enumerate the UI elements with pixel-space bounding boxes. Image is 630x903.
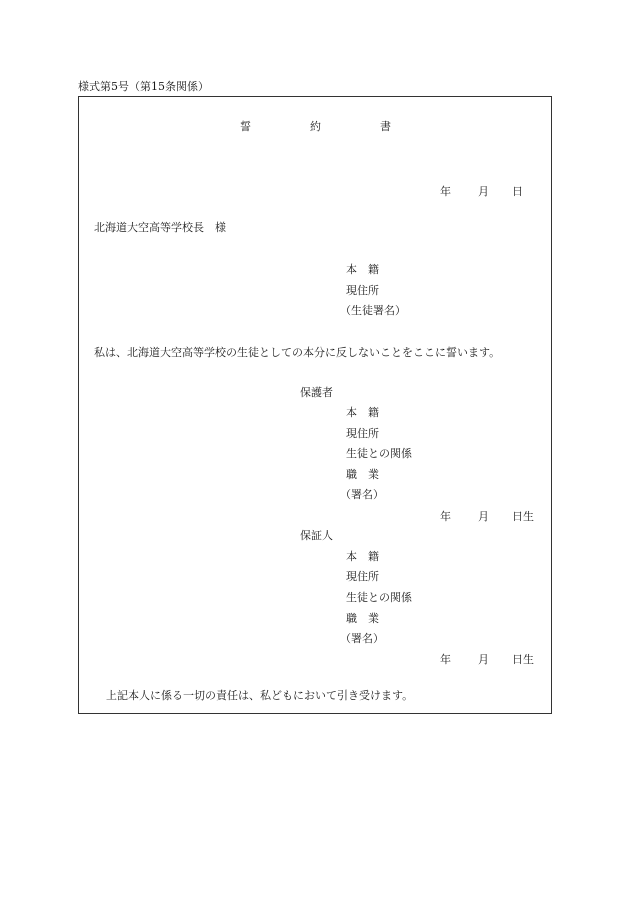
guardian-relation-label: 生徒との関係 — [346, 447, 412, 460]
guardian-signature-label: （署名） — [340, 488, 384, 501]
guarantor-signature-label: （署名） — [340, 632, 384, 645]
form-number-label: 様式第5号（第15条関係） — [78, 80, 209, 93]
guarantor-address-label: 現住所 — [346, 570, 379, 583]
pledge-statement: 私は、北海道大空高等学校の生徒としての本分に反しないことをここに誓います。 — [94, 346, 501, 359]
title-char-3: 書 — [380, 120, 391, 133]
date-year: 年 — [440, 185, 451, 198]
student-honseki-label: 本 籍 — [346, 263, 379, 276]
guarantor-occupation-label: 職 業 — [346, 612, 379, 625]
guardian-birth-year: 年 — [440, 510, 451, 523]
title-char-1: 誓 — [240, 120, 251, 133]
guarantor-birth-day: 日生 — [512, 653, 534, 666]
guarantor-relation-label: 生徒との関係 — [346, 591, 412, 604]
guardian-heading: 保護者 — [300, 386, 333, 399]
title-char-2: 約 — [310, 120, 321, 133]
guarantor-heading: 保証人 — [300, 529, 333, 542]
guarantor-honseki-label: 本 籍 — [346, 550, 379, 563]
date-month: 月 — [478, 185, 489, 198]
guarantor-birth-year: 年 — [440, 653, 451, 666]
guardian-birth-day: 日生 — [512, 510, 534, 523]
guardian-honseki-label: 本 籍 — [346, 406, 379, 419]
date-day: 日 — [512, 185, 523, 198]
guardian-occupation-label: 職 業 — [346, 468, 379, 481]
addressee: 北海道大空高等学校長 様 — [94, 221, 226, 234]
student-signature-label: （生徒署名） — [340, 304, 406, 317]
guardian-birth-month: 月 — [478, 510, 489, 523]
guarantor-birth-month: 月 — [478, 653, 489, 666]
guardian-address-label: 現住所 — [346, 427, 379, 440]
student-address-label: 現住所 — [346, 284, 379, 297]
closing-statement: 上記本人に係る一切の責任は、私どもにおいて引き受けます。 — [106, 689, 414, 702]
